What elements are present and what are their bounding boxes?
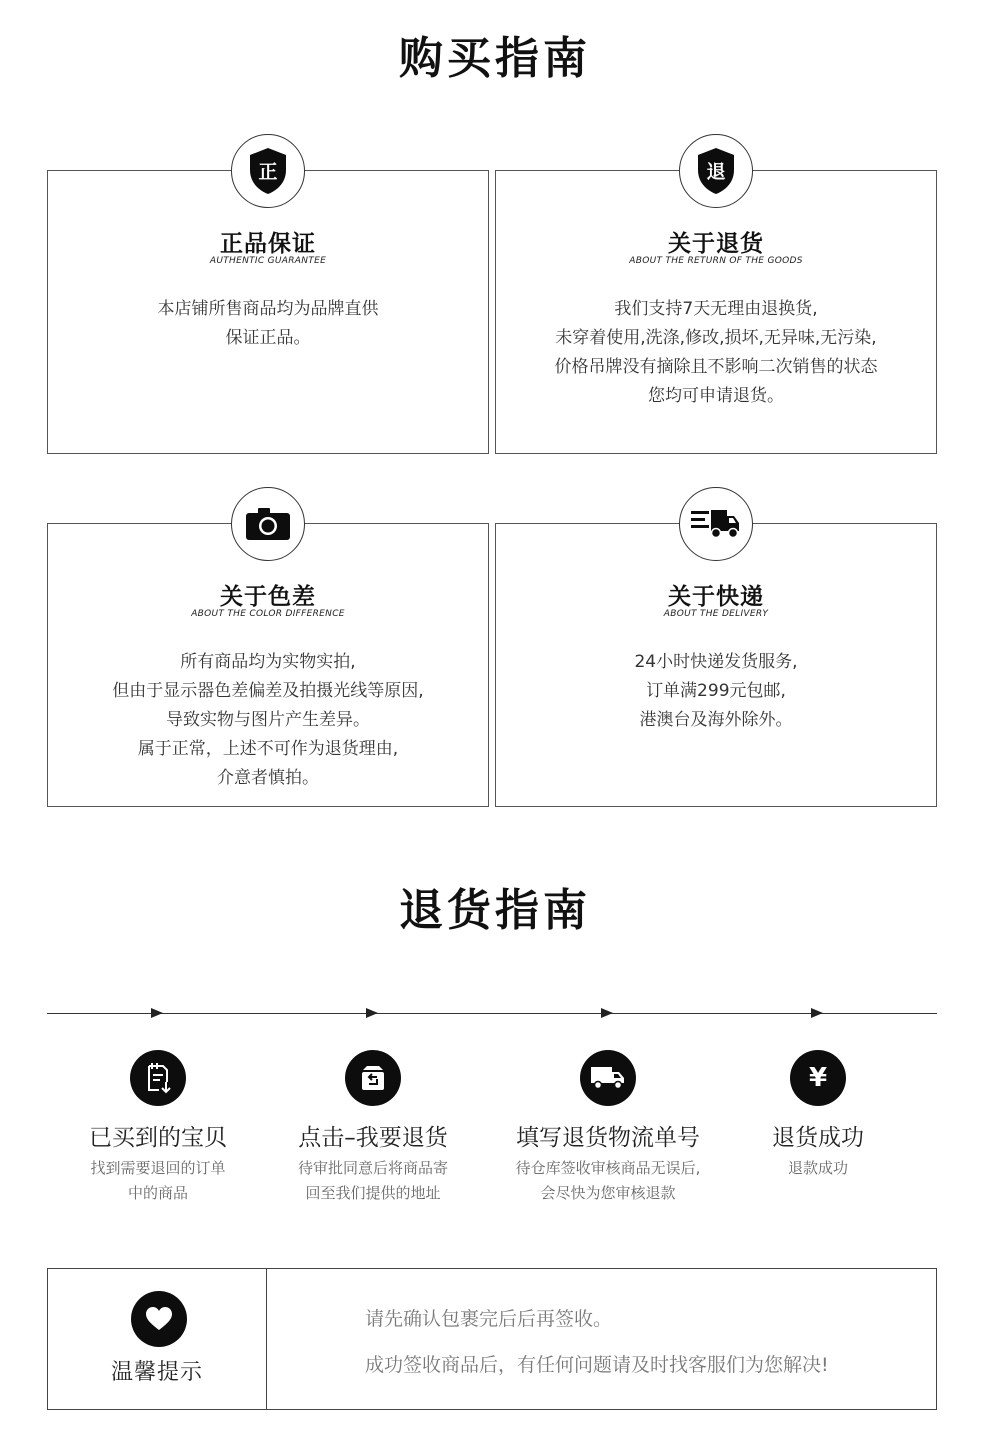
yen-icon: ¥: [790, 1050, 846, 1106]
card-subtitle: ABOUT THE DELIVERY: [663, 609, 769, 619]
svg-text:正: 正: [258, 161, 278, 183]
card-text-line: 未穿着使用,洗涤,修改,损坏,无异味,无污染,: [555, 328, 877, 348]
tips-text-line: 成功签收商品后，有任何问题请及时找客服们为您解决!: [365, 1354, 829, 1376]
card-body: [506, 295, 926, 411]
card-text-line: 介意者慎拍。: [217, 768, 319, 788]
card-text-line: 导致实物与图片产生差异。: [166, 710, 370, 730]
return-guide-title: 退货指南: [399, 885, 591, 936]
card-color-difference: [47, 523, 489, 807]
card-title: 关于快递: [668, 584, 764, 610]
card-text-line: 所有商品均为实物实拍,: [180, 652, 356, 672]
camera-icon: [231, 487, 305, 561]
step-description: [58, 1156, 258, 1206]
arrow-right-icon: [366, 1008, 378, 1018]
step-title: 点击–我要退货: [298, 1125, 448, 1151]
card-text-line: 港澳台及海外除外。: [639, 710, 793, 730]
card-subtitle: ABOUT THE COLOR DIFFERENCE: [191, 609, 345, 619]
step-text-line: 回至我们提供的地址: [305, 1184, 441, 1202]
card-text-line: 24小时快递发货服务,: [634, 652, 798, 672]
step-text-line: 待审批同意后将商品寄: [297, 1159, 448, 1177]
card-title: 正品保证: [220, 231, 316, 257]
card-delivery: [495, 523, 937, 807]
card-title: 关于退货: [668, 231, 764, 257]
order-document-icon: [130, 1050, 186, 1106]
card-text-line: 您均可申请退货。: [648, 386, 784, 406]
return-step-3: [508, 1050, 708, 1206]
card-text-line: 保证正品。: [225, 328, 311, 348]
card-authentic-guarantee: [47, 161, 489, 454]
warm-tips-box: [47, 1268, 937, 1410]
card-subtitle: ABOUT THE RETURN OF THE GOODS: [629, 256, 803, 266]
buy-guide-title: 购买指南: [399, 33, 591, 84]
step-text-line: 退款成功: [787, 1159, 848, 1177]
step-title: 填写退货物流单号: [516, 1125, 700, 1151]
card-text-line: 属于正常，上述不可作为退货理由,: [137, 739, 399, 759]
tips-text-line: 请先确认包裹完后后再签收。: [365, 1308, 613, 1330]
step-text-line: 找到需要退回的订单: [90, 1159, 226, 1177]
svg-text:退: 退: [706, 161, 726, 183]
step-text-line: 会尽快为您审核退款: [540, 1184, 676, 1202]
arrow-right-icon: [151, 1008, 163, 1018]
return-step-2: [273, 1050, 473, 1206]
card-text-line: 本店铺所售商品均为品牌直供: [157, 299, 379, 319]
shield-icon: [679, 134, 753, 208]
step-title: 已买到的宝贝: [89, 1125, 227, 1151]
truck-icon: [580, 1050, 636, 1106]
step-title: 退货成功: [772, 1125, 864, 1151]
card-body: [58, 295, 478, 353]
card-text-line: 价格吊牌没有摘除且不影响二次销售的状态: [554, 357, 878, 377]
card-body: [58, 648, 478, 793]
card-text-line: 我们支持7天无理由退换货,: [614, 299, 818, 319]
return-step-4: [718, 1050, 918, 1181]
tips-label: 温馨提示: [110, 1360, 203, 1385]
card-title: 关于色差: [220, 584, 316, 610]
process-timeline: [47, 1013, 937, 1014]
card-subtitle: AUTHENTIC GUARANTEE: [209, 256, 327, 266]
card-body: [506, 648, 926, 735]
return-box-icon: [345, 1050, 401, 1106]
step-text-line: 待仓库签收审核商品无误后,: [515, 1159, 701, 1177]
arrow-right-icon: [811, 1008, 823, 1018]
arrow-right-icon: [601, 1008, 613, 1018]
step-description: [508, 1156, 708, 1206]
card-text-line: 但由于显示器色差偏差及拍摄光线等原因,: [112, 681, 424, 701]
tips-header: [48, 1269, 267, 1409]
shield-icon: [231, 134, 305, 208]
step-text-line: 中的商品: [127, 1184, 188, 1202]
card-return-policy: [495, 161, 937, 454]
return-step-1: [58, 1050, 258, 1206]
step-description: [718, 1156, 918, 1181]
delivery-truck-icon: [679, 487, 753, 561]
heart-icon: [131, 1291, 187, 1347]
card-text-line: 订单满299元包邮,: [646, 681, 786, 701]
step-description: [273, 1156, 473, 1206]
